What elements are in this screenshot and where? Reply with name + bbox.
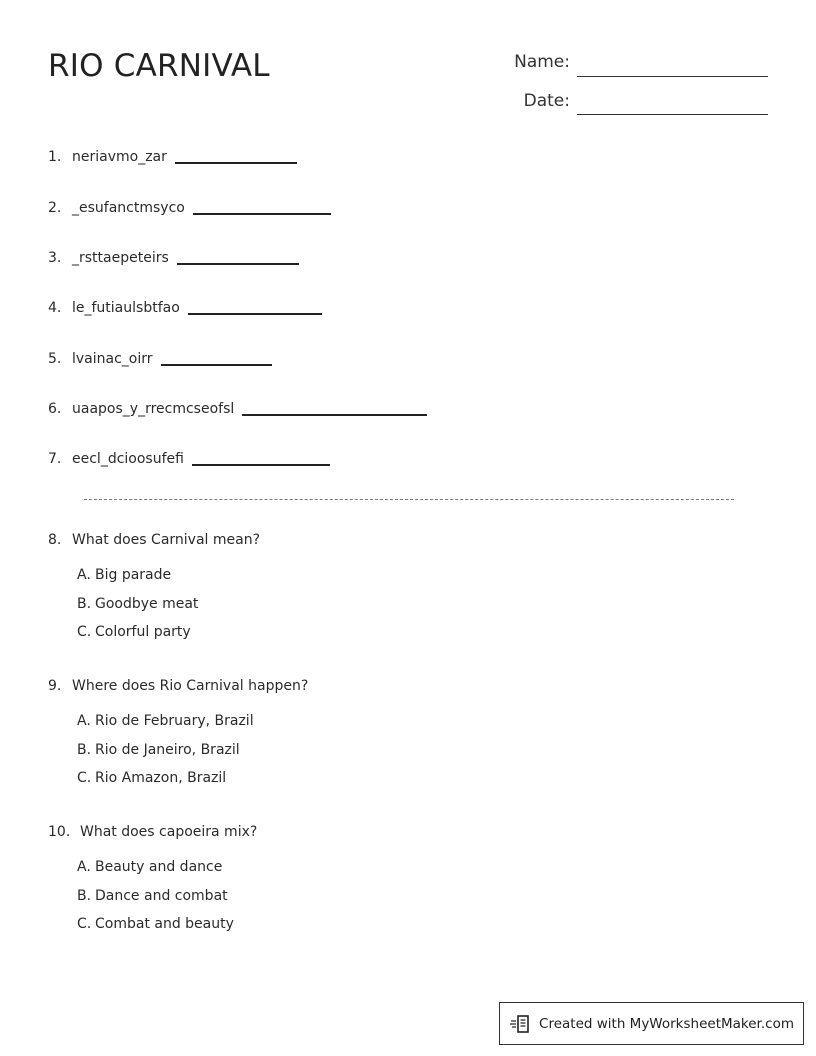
question-number: 8. bbox=[48, 532, 62, 548]
answer-blank[interactable] bbox=[177, 253, 299, 265]
option-a[interactable] bbox=[77, 711, 308, 740]
question-number: 4. bbox=[48, 300, 62, 316]
option-letter: A. bbox=[77, 859, 91, 875]
option-letter: C. bbox=[77, 770, 92, 786]
mcq-question-9 bbox=[48, 678, 308, 797]
scramble-question-7 bbox=[48, 451, 330, 467]
section-divider bbox=[84, 499, 734, 500]
option-text: Big parade bbox=[95, 567, 172, 583]
page-title: RIO CARNIVAL bbox=[48, 48, 270, 84]
question-text: Where does Rio Carnival happen? bbox=[72, 678, 309, 694]
scrambled-word: eecl_dcioosufefi bbox=[72, 451, 184, 467]
scrambled-word: neriavmo_zar bbox=[72, 149, 167, 165]
option-b[interactable] bbox=[77, 740, 308, 769]
option-c[interactable] bbox=[77, 622, 260, 651]
scrambled-word: _esufanctmsyco bbox=[72, 200, 185, 216]
mcq-question-8 bbox=[48, 532, 260, 651]
question-number: 5. bbox=[48, 351, 62, 367]
question-number: 10. bbox=[48, 824, 71, 840]
name-input-line[interactable] bbox=[577, 76, 768, 77]
footer-badge[interactable] bbox=[499, 1002, 804, 1045]
option-letter: A. bbox=[77, 713, 91, 729]
option-text: Rio Amazon, Brazil bbox=[95, 770, 227, 786]
question-text: What does capoeira mix? bbox=[80, 824, 258, 840]
option-text: Beauty and dance bbox=[95, 859, 223, 875]
option-a[interactable] bbox=[77, 857, 257, 886]
question-number: 9. bbox=[48, 678, 62, 694]
scramble-question-1 bbox=[48, 149, 297, 165]
options-list bbox=[48, 857, 257, 943]
option-letter: A. bbox=[77, 567, 91, 583]
option-text: Combat and beauty bbox=[95, 916, 234, 932]
question-number: 7. bbox=[48, 451, 62, 467]
answer-blank[interactable] bbox=[188, 303, 322, 315]
worksheet-maker-logo-icon bbox=[509, 1013, 531, 1035]
question-number: 3. bbox=[48, 250, 62, 266]
question-number: 1. bbox=[48, 149, 62, 165]
answer-blank[interactable] bbox=[242, 404, 427, 416]
question-number: 2. bbox=[48, 200, 62, 216]
scramble-question-3 bbox=[48, 250, 299, 266]
option-letter: C. bbox=[77, 624, 92, 640]
option-text: Dance and combat bbox=[95, 887, 228, 904]
scramble-question-2 bbox=[48, 200, 331, 216]
option-c[interactable] bbox=[77, 914, 257, 943]
footer-text: Created with MyWorksheetMaker.com bbox=[539, 1015, 794, 1032]
option-text: Rio de Janeiro, Brazil bbox=[95, 741, 240, 758]
answer-blank[interactable] bbox=[193, 203, 331, 215]
option-text: Rio de February, Brazil bbox=[95, 713, 254, 729]
scrambled-word: _rsttaepeteirs bbox=[72, 250, 169, 266]
option-c[interactable] bbox=[77, 768, 308, 797]
question-number: 6. bbox=[48, 401, 62, 417]
option-letter: C. bbox=[77, 916, 92, 932]
options-list bbox=[48, 711, 308, 797]
question-text-row bbox=[48, 532, 260, 548]
answer-blank[interactable] bbox=[175, 152, 297, 164]
option-letter: B. bbox=[77, 595, 92, 612]
answer-blank[interactable] bbox=[192, 454, 330, 466]
name-label: Name: bbox=[514, 52, 570, 72]
question-text: What does Carnival mean? bbox=[72, 532, 261, 548]
option-letter: B. bbox=[77, 741, 92, 758]
option-b[interactable] bbox=[77, 594, 260, 623]
answer-blank[interactable] bbox=[161, 354, 272, 366]
scrambled-word: le_futiaulsbtfao bbox=[72, 300, 180, 316]
date-input-line[interactable] bbox=[577, 114, 768, 115]
option-a[interactable] bbox=[77, 565, 260, 594]
mcq-question-10 bbox=[48, 824, 257, 943]
option-letter: B. bbox=[77, 887, 92, 904]
scrambled-word: uaapos_y_rrecmcseofsl bbox=[72, 401, 235, 417]
scrambled-word: lvainac_oirr bbox=[72, 351, 153, 367]
question-text-row bbox=[48, 678, 308, 694]
scramble-question-6 bbox=[48, 401, 427, 417]
question-text-row bbox=[48, 824, 257, 840]
option-text: Colorful party bbox=[95, 624, 191, 640]
option-b[interactable] bbox=[77, 886, 257, 915]
option-text: Goodbye meat bbox=[95, 595, 199, 612]
scramble-question-5 bbox=[48, 351, 272, 367]
options-list bbox=[48, 565, 260, 651]
scramble-question-4 bbox=[48, 300, 322, 316]
date-label: Date: bbox=[523, 91, 570, 111]
